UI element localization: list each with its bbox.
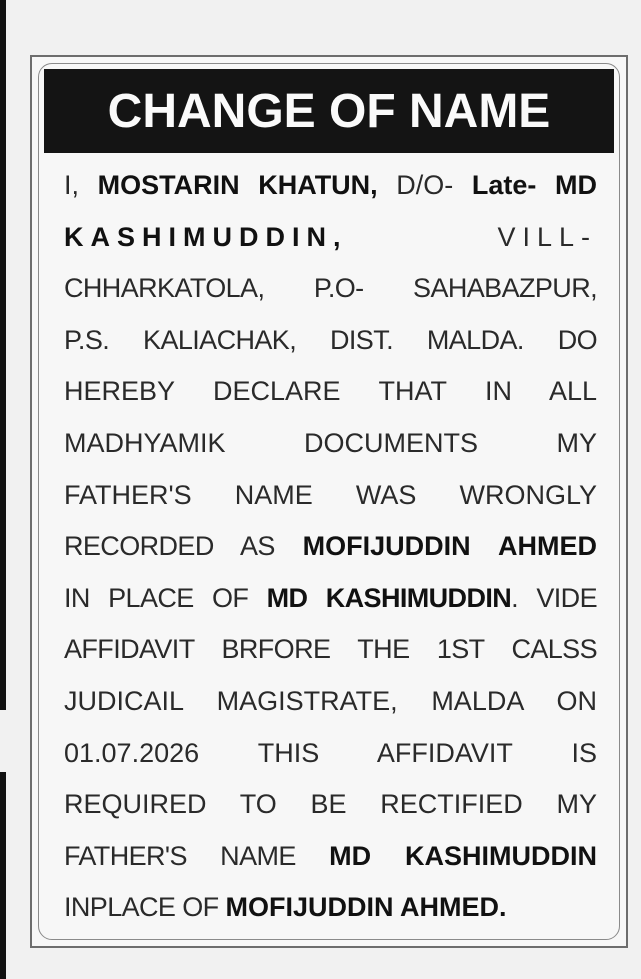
bold-name-text: KASHIMUDDIN, bbox=[64, 221, 348, 252]
notice-text: INPLACE OF bbox=[64, 892, 226, 923]
notice-line bbox=[64, 779, 597, 831]
notice-line bbox=[64, 521, 597, 573]
notice-text: P.S. KALIACHAK, DIST. MALDA. DO bbox=[64, 324, 597, 355]
notice-line bbox=[64, 263, 597, 315]
notice-text: FATHER'S NAME bbox=[64, 840, 330, 871]
notice-text: RECORDED AS bbox=[64, 531, 303, 562]
notice-line bbox=[64, 882, 597, 934]
title-banner bbox=[44, 69, 614, 153]
notice-text: . VIDE bbox=[511, 582, 597, 613]
bold-name-text: Late- MD bbox=[471, 170, 597, 200]
notice-line bbox=[64, 212, 597, 264]
notice-line bbox=[64, 573, 597, 625]
notice-line bbox=[64, 470, 597, 522]
notice-line bbox=[64, 366, 597, 418]
notice-text: AFFIDAVIT BRFORE THE 1ST CALSS bbox=[64, 634, 597, 665]
bold-name-text: MOSTARIN KHATUN, bbox=[97, 170, 378, 200]
notice-text: IN PLACE OF bbox=[64, 582, 267, 613]
notice-text: 01.07.2026 THIS AFFIDAVIT IS bbox=[64, 737, 597, 768]
column-rule-bottom bbox=[0, 772, 6, 979]
notice-line bbox=[64, 624, 597, 676]
change-of-name-notice bbox=[30, 55, 628, 948]
notice-text: VILL- bbox=[347, 221, 597, 252]
notice-text: REQUIRED TO BE RECTIFIED MY bbox=[64, 789, 597, 820]
notice-text: I, bbox=[64, 170, 98, 200]
notice-line bbox=[64, 676, 597, 728]
notice-text: JUDICAIL MAGISTRATE, MALDA ON bbox=[64, 685, 597, 716]
column-rule-top bbox=[0, 0, 6, 710]
bold-name-text: MD KASHIMUDDIN bbox=[329, 840, 597, 871]
bold-name-text: MOFIJUDDIN AHMED bbox=[302, 531, 597, 562]
notice-line bbox=[64, 315, 597, 367]
notice-text: CHHARKATOLA, P.O- SAHABAZPUR, bbox=[64, 273, 597, 304]
bold-name-text: MD KASHIMUDDIN bbox=[266, 582, 512, 613]
notice-body bbox=[64, 160, 597, 934]
notice-text: HEREBY DECLARE THAT IN ALL bbox=[64, 376, 597, 407]
notice-text: MADHYAMIK DOCUMENTS MY bbox=[64, 427, 597, 458]
notice-text: FATHER'S NAME WAS WRONGLY bbox=[64, 479, 597, 510]
notice-line bbox=[64, 418, 597, 470]
notice-line bbox=[64, 160, 597, 212]
notice-text: D/O- bbox=[377, 170, 472, 200]
notice-line bbox=[64, 728, 597, 780]
bold-name-text: MOFIJUDDIN AHMED. bbox=[225, 892, 507, 923]
notice-line bbox=[64, 831, 597, 883]
notice-title: CHANGE OF NAME bbox=[107, 84, 551, 138]
